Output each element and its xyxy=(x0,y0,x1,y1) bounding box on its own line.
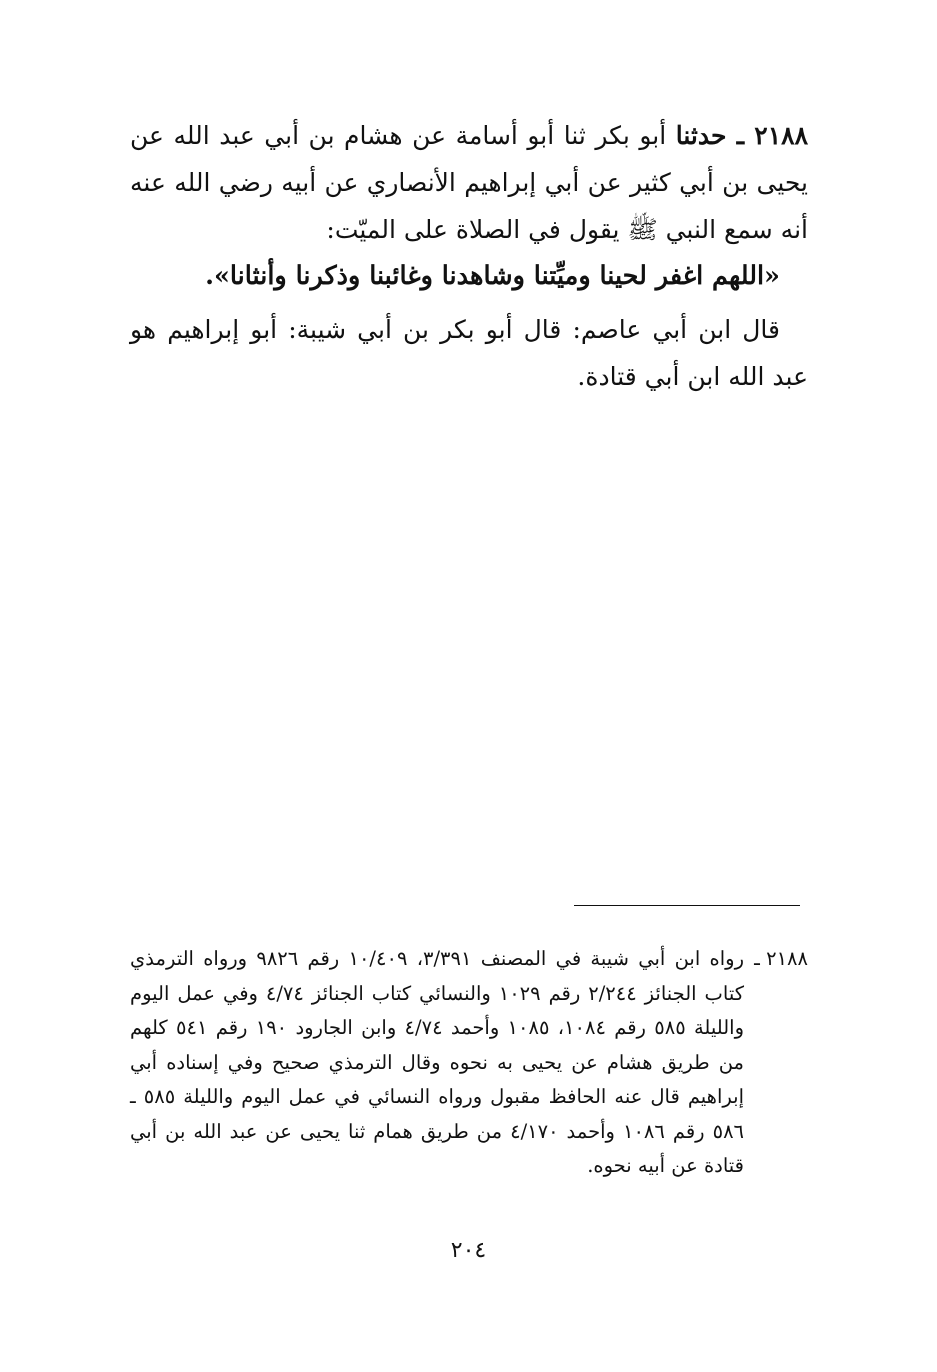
hadith-number: ٢١٨٨ ـ حدثنا xyxy=(675,121,808,150)
footnote-text: رواه ابن أبي شيبة في المصنف ٣/٣٩١، ١٠/٤٠٩ رقم ٩٨٢٦ ورواه الترمذي كتاب الجنائز ٢/٢٤٤ رقم ١٠٢٩ والنسائي كتاب الجنائز ٤/٧٤ وفي عمل اليوم والليلة ٥٨٥ رقم ١٠٨٤، ١٠٨٥ وأحمد ٤/٧٤ وابن الجارود ١٩٠ رقم ٥٤١ كلهم من طريق هشام عن يحيى به نحوه وقال الترمذي صحيح وفي إسناده أبي إبراهيم قال عنه الحافظ مقبول ورواه النسائي في عمل اليوم والليلة ٥٨٥ ـ ٥٨٦ رقم ١٠٨٦ وأحمد ٤/١٧٠ من طريق همام ثنا يحيى عن عبد الله بن أبي قتادة عن أبيه نحوه. xyxy=(130,947,745,1177)
footnote-separator xyxy=(574,905,800,906)
page-number: ٢٠٤ xyxy=(450,1238,487,1263)
footnote-number: ٢١٨٨ ـ xyxy=(754,947,808,970)
hadith-dua: «اللهم اغفر لحينا وميِّتنا وشاهدنا وغائبنا وذكرنا وأنثانا». xyxy=(205,261,780,291)
hadith-paragraph xyxy=(130,112,808,253)
footnote-row xyxy=(130,942,808,1184)
author-comment: قال ابن أبي عاصم: قال أبو بكر بن أبي شيبة: أبو إبراهيم هو عبد الله ابن أبي قتادة. xyxy=(130,315,808,391)
hadith-chain-text: أبو بكر ثنا أبو أسامة عن هشام بن أبي عبد الله عن يحيى بن أبي كثير عن أبي إبراهيم الأنصاري عن أبيه رضي الله عنه أنه سمع النبي ﷺ يقول في الصلاة على الميّت: xyxy=(130,121,808,244)
main-text-block xyxy=(130,112,808,400)
footnote-block xyxy=(130,942,808,1184)
